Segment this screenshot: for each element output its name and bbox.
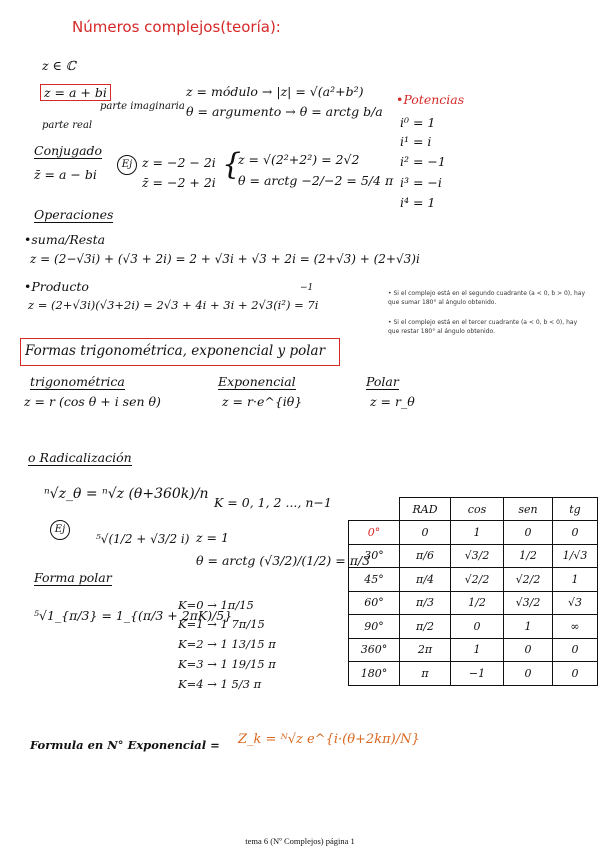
table-cell: 0 (553, 638, 598, 662)
page-footer: tema 6 (Nº Complejos) página 1 (245, 836, 355, 846)
table-cell: 0 (553, 521, 598, 545)
sum-heading: •suma/Resta (24, 232, 106, 247)
note-third-quadrant: • Si el complejo está en el tercer cuadrante (a < 0, b < 0), hay que restar 180° al ángulo obtenido. (388, 319, 578, 335)
table-cell: 0 (400, 521, 451, 545)
k-value-item: K=3 → 1 19/15 π (178, 657, 276, 671)
exp-form-label: Exponencial (218, 374, 296, 389)
power-item: i⁴ = 1 (400, 195, 436, 210)
table-header-cell: sen (504, 498, 553, 521)
product-formula: z = (2+√3i)(√3+2i) = 2√3 + 4i + 3i + 2√3(i²) = 7i (28, 298, 319, 312)
label-imaginary-part: parte imaginaria (100, 101, 185, 112)
table-cell: 2π (400, 638, 451, 662)
table-header-cell: RAD (400, 498, 451, 521)
conjugate-heading: Conjugado (34, 143, 103, 158)
table-row (349, 521, 598, 545)
k-range: K = 0, 1, 2 ..., n−1 (214, 495, 332, 510)
k-value-item: K=4 → 1 5/3 π (178, 677, 262, 691)
sum-formula: z = (2−√3i) + (√3 + 2i) = 2 + √3i + √3 + 2i = (2+√3) + (2+√3)i (30, 252, 420, 266)
table-cell: √3/2 (504, 591, 553, 615)
conjugate-formula: z̄ = a − bi (34, 167, 97, 182)
brace-icon: { (222, 147, 242, 182)
table-row (349, 544, 598, 568)
table-cell: 1/√3 (553, 544, 598, 568)
power-item: i⁰ = 1 (400, 115, 436, 130)
table-cell-angle: 45° (349, 568, 400, 592)
radical-example-root: ⁵√(1/2 + √3/2 i) (96, 532, 190, 546)
page-title: Números complejos(teoría): (72, 18, 281, 36)
table-cell: ∞ (553, 615, 598, 639)
modulus-definition: z = módulo → |z| = √(a²+b²) (186, 84, 364, 99)
polar-form-label: Polar (366, 374, 399, 389)
polar-form-formula: z = r_θ (370, 394, 415, 409)
example-marker: Ej (50, 520, 70, 540)
k-value-item: K=2 → 1 13/15 π (178, 637, 276, 651)
table-cell: −1 (451, 662, 504, 686)
table-cell: π/4 (400, 568, 451, 592)
radicalization-formula: ⁿ√z_θ = ⁿ√z (θ+360k)/n (44, 486, 209, 502)
table-cell: 0 (451, 615, 504, 639)
polar-root-formula: ⁵√1_{π/3} = 1_{(π/3 + 2πK)/5} (34, 608, 233, 623)
table-row (349, 615, 598, 639)
table-row (349, 568, 598, 592)
product-superscript: −1 (300, 283, 314, 293)
table-cell-angle: 60° (349, 591, 400, 615)
example-marker: Ej (117, 155, 137, 175)
table-cell: 1 (451, 638, 504, 662)
exponential-formula-label: Formula en N° Exponencial = (30, 738, 220, 752)
table-row (349, 662, 598, 686)
set-notation: z ∈ ℂ (42, 58, 76, 73)
table-cell: 0 (504, 638, 553, 662)
table-header-cell: cos (451, 498, 504, 521)
trig-values-table (348, 497, 598, 686)
trig-form-formula: z = r (cos θ + i sen θ) (24, 394, 161, 409)
table-cell: 1/2 (504, 544, 553, 568)
exp-form-formula: z = r·e^{iθ} (222, 394, 303, 409)
table-row (349, 638, 598, 662)
table-cell: 1/2 (451, 591, 504, 615)
k-value-item: K=0 → 1π/15 (178, 598, 254, 612)
conjugate-example-conj: z̄ = −2 + 2i (142, 175, 216, 190)
polar-form-heading: Forma polar (34, 570, 112, 585)
product-heading: •Producto (24, 279, 89, 294)
powers-heading: •Potencias (396, 92, 465, 107)
note-second-quadrant: • Si el complejo está en el segundo cuadrante (a < 0, b > 0), hay que sumar 180° al ángulo obtenido. (388, 290, 585, 306)
table-cell: π/3 (400, 591, 451, 615)
table-cell: 1 (504, 615, 553, 639)
table-row (349, 591, 598, 615)
power-item: i¹ = i (400, 134, 432, 149)
table-cell: 0 (504, 521, 553, 545)
power-item: i² = −1 (400, 154, 446, 169)
table-cell-angle: 0° (349, 521, 400, 545)
conjugate-example-mod: z = √(2²+2²) = 2√2 (238, 152, 360, 167)
table-cell: √3/2 (451, 544, 504, 568)
forms-heading-box (20, 338, 340, 366)
table-cell-angle: 30° (349, 544, 400, 568)
table-cell-angle: 90° (349, 615, 400, 639)
table-cell: 1 (451, 521, 504, 545)
table-cell: π/2 (400, 615, 451, 639)
table-cell-angle: 180° (349, 662, 400, 686)
table-header-cell: tg (553, 498, 598, 521)
table-cell: √2/2 (504, 568, 553, 592)
binomial-form: z = a + bi (40, 84, 111, 101)
radical-example-mod: z = 1 (196, 530, 229, 545)
operations-heading: Operaciones (34, 207, 114, 222)
forms-heading: Formas trigonométrica, exponencial y polar (25, 343, 326, 359)
conjugate-example-z: z = −2 − 2i (142, 155, 216, 170)
table-cell: √2/2 (451, 568, 504, 592)
table-header-cell (349, 498, 400, 521)
trig-form-label: trigonométrica (30, 374, 125, 389)
radical-example-arg: θ = arctg (√3/2)/(1/2) = π/3 (196, 553, 371, 568)
table-cell: 0 (553, 662, 598, 686)
conjugate-example-arg: θ = arctg −2/−2 = 5/4 π (238, 173, 394, 188)
radicalization-heading: o Radicalización (28, 450, 132, 465)
table-cell: 1 (553, 568, 598, 592)
k-value-item: K=1 → 1 7π/15 (178, 617, 265, 631)
table-header-row (349, 498, 598, 521)
table-cell: 0 (504, 662, 553, 686)
table-cell-angle: 360° (349, 638, 400, 662)
argument-definition: θ = argumento → θ = arctg b/a (186, 104, 383, 119)
exponential-formula: Z_k = ᴺ√z e^{i·(θ+2kπ)/N} (238, 732, 420, 747)
power-item: i³ = −i (400, 175, 442, 190)
label-real-part: parte real (42, 120, 93, 131)
table-cell: π (400, 662, 451, 686)
table-cell: √3 (553, 591, 598, 615)
table-cell: π/6 (400, 544, 451, 568)
